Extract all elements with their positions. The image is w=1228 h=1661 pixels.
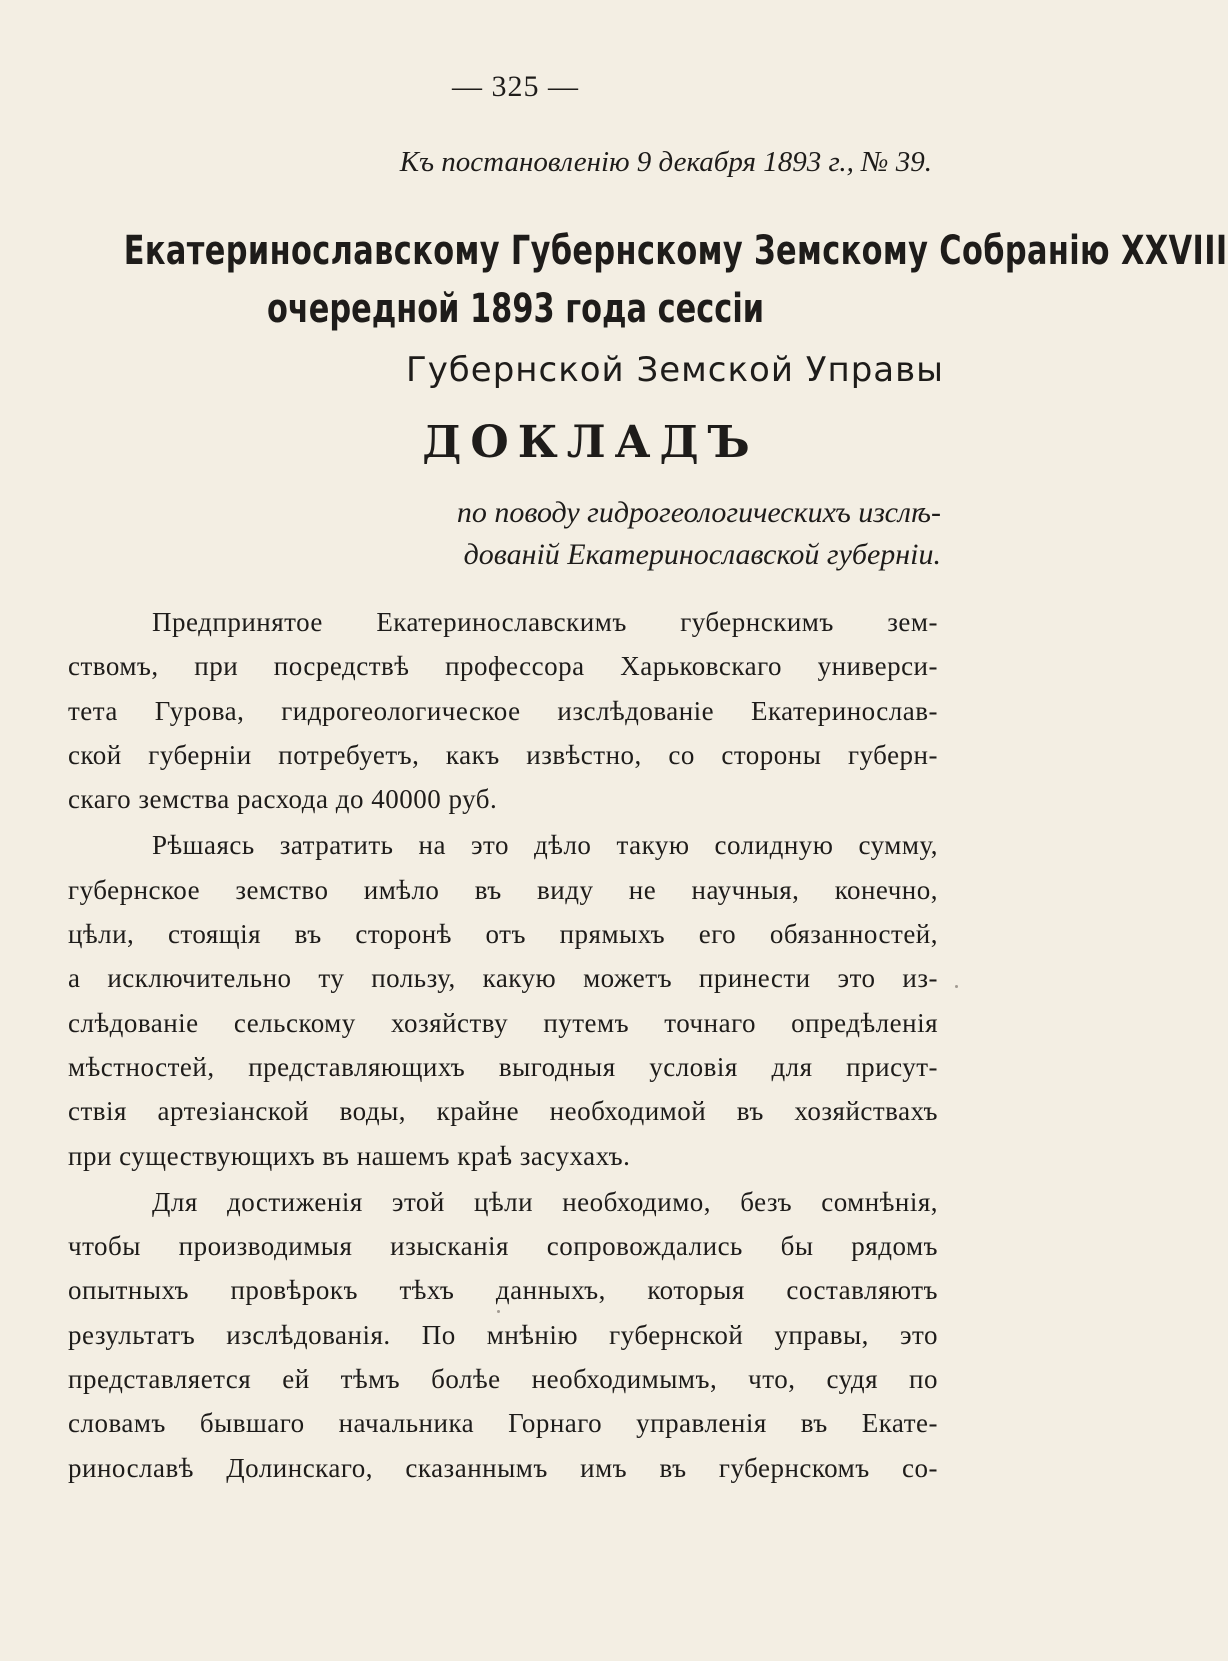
text-line: ринославѣ Долинскаго, сказаннымъ имъ въ губернскомъ со-	[68, 1452, 938, 1483]
text-line: ствія артезіанской воды, крайне необходимой въ хозяйствахъ	[68, 1096, 938, 1127]
text-line: тета Гурова, гидрогеологическое изслѣдованіе Екатеринослав-	[68, 695, 938, 726]
text-line: словамъ бывшаго начальника Горнаго управленія въ Екате-	[68, 1408, 938, 1439]
text-line: а исключительно ту пользу, какую можетъ принести это из-	[68, 963, 938, 994]
text-line: чтобы производимыя изысканія сопровождались бы рядомъ	[68, 1231, 938, 1262]
body-text	[68, 600, 938, 1492]
topic-line-2: дованій Екатеринославской губерніи.	[463, 538, 941, 571]
text-line: представляется ей тѣмъ болѣе необходимымъ, что, судя по	[68, 1364, 938, 1395]
paragraph-1	[68, 600, 938, 821]
text-line: Для достиженія этой цѣли необходимо, безъ сомнѣнія,	[152, 1186, 938, 1217]
text-line: мѣстностей, представляющихъ выгодныя условія для присут-	[68, 1051, 938, 1082]
ink-speck	[497, 1310, 500, 1313]
text-line: при существующихъ въ нашемъ краѣ засухахъ.	[68, 1140, 631, 1171]
report-topic	[321, 492, 941, 576]
text-line: результатъ изслѣдованія. По мнѣнію губернской управы, это	[68, 1319, 938, 1350]
text-line: опытныхъ провѣрокъ тѣхъ данныхъ, которыя составляютъ	[68, 1275, 938, 1306]
text-line: слѣдованіе сельскому хозяйству путемъ точнаго опредѣленія	[68, 1007, 938, 1038]
paragraph-3	[68, 1180, 938, 1490]
text-line: ской губерніи потребуетъ, какъ извѣстно, со стороны губерн-	[68, 739, 938, 770]
report-heading: ДОКЛАДЪ	[422, 417, 759, 468]
ink-speck	[955, 985, 958, 988]
page-number: — 325 —	[452, 70, 579, 103]
text-line: ствомъ, при посредствѣ профессора Харьковскаго универси-	[68, 651, 938, 682]
text-line: Предпринятое Екатеринославскимъ губернскимъ зем-	[152, 607, 938, 637]
text-line: скаго земства расхода до 40000 руб.	[68, 784, 498, 815]
subtitle: Губернской Земской Управы	[405, 350, 944, 390]
text-line: губернское земство имѣло въ виду не научныя, конечно,	[68, 874, 938, 905]
paragraph-2	[68, 823, 938, 1177]
title-line-1: Екатеринославскому Губернскому Земскому Собранію XXVIII	[123, 228, 1228, 274]
title-line-2: очередной 1893 года сессіи	[266, 286, 765, 332]
text-line: Рѣшаясь затратить на это дѣло такую солидную сумму,	[152, 830, 938, 861]
topic-line-1: по поводу гидрогеологическихъ изслѣ-	[456, 496, 941, 529]
resolution-reference: Къ постановленію 9 декабря 1893 г., № 39.	[399, 146, 932, 178]
text-line: цѣли, стоящія въ сторонѣ отъ прямыхъ его обязанностей,	[68, 919, 938, 950]
